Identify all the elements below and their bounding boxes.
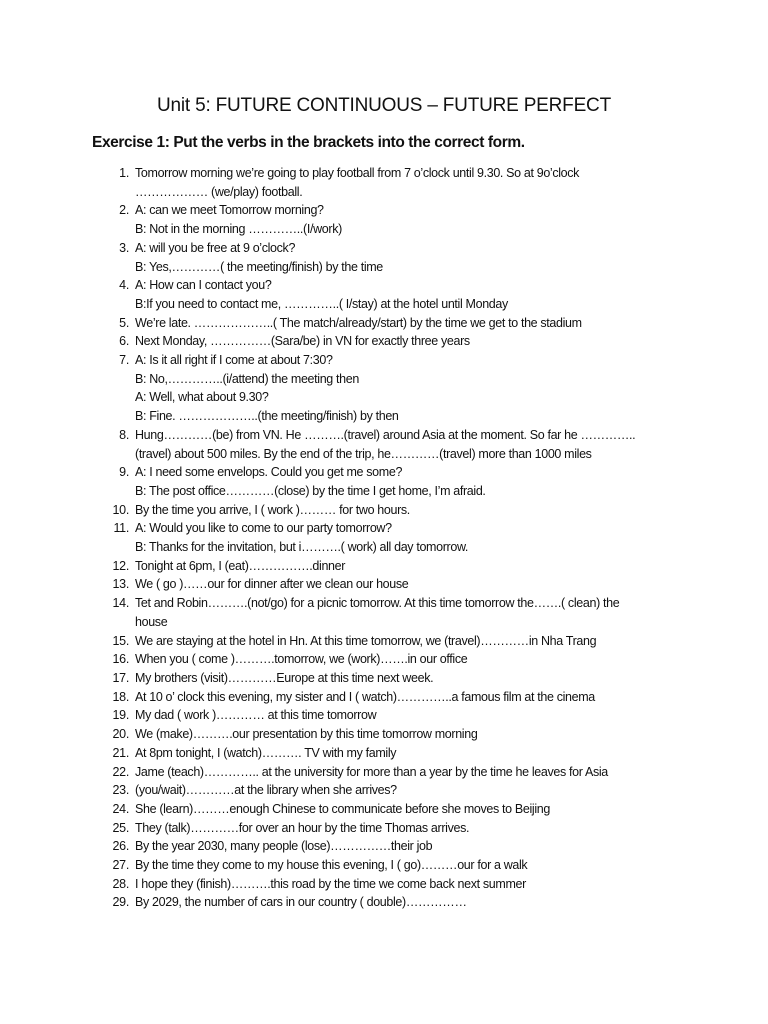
item-number: 6. <box>119 334 129 349</box>
item-text-line: Tonight at 6pm, I (eat)…………….dinner <box>135 558 346 573</box>
item-text-line: My brothers (visit)…………Europe at this time next week. <box>135 670 434 685</box>
item-number: 19. <box>112 708 129 723</box>
item-number: 23. <box>112 783 129 798</box>
item-text <box>135 893 735 912</box>
exercise-item <box>0 332 768 351</box>
item-text-line: B: Yes,…………( the meeting/finish) by the time <box>135 259 383 274</box>
exercise-item <box>0 669 768 688</box>
item-number: 11. <box>113 521 129 536</box>
item-number: 5. <box>119 315 129 330</box>
item-text-line: A: How can I contact you? <box>135 278 272 293</box>
item-text-line: Tomorrow morning we’re going to play football from 7 o’clock until 9.30. So at 9o’clock <box>135 166 580 180</box>
item-number: 2. <box>119 203 129 218</box>
exercise-item <box>0 351 768 426</box>
item-text-line: A: Is it all right if I come at about 7:30? <box>135 353 333 368</box>
item-text <box>135 575 735 594</box>
exercise-item <box>0 763 768 782</box>
item-text <box>135 519 735 556</box>
item-text-line: A: Would you like to come to our party tomorrow? <box>135 521 392 536</box>
exercise-item <box>0 706 768 725</box>
item-text-line: By 2029, the number of cars in our country ( double)…………… <box>135 895 467 910</box>
item-text-line: A: will you be free at 9 o’clock? <box>135 240 296 255</box>
exercise-item <box>0 893 768 912</box>
item-number: 24. <box>112 801 129 816</box>
exercise-item <box>0 276 768 313</box>
item-text <box>135 164 735 201</box>
exercise-item <box>0 519 768 556</box>
exercise-item <box>0 201 768 238</box>
item-number: 17. <box>112 670 129 685</box>
item-text <box>135 763 735 782</box>
item-number: 28. <box>112 876 129 891</box>
item-number: 13. <box>112 577 129 592</box>
item-text <box>135 819 735 838</box>
exercise-item <box>0 837 768 856</box>
item-text-line: B: Thanks for the invitation, but i……….( work) all day tomorrow. <box>135 540 469 555</box>
exercise-item <box>0 239 768 276</box>
item-text-line: (you/wait)…………at the library when she arrives? <box>135 783 397 798</box>
item-text <box>135 351 735 426</box>
exercise-item <box>0 744 768 763</box>
item-text-line: B: Not in the morning …………..(I/work) <box>135 222 342 237</box>
item-text <box>135 669 735 688</box>
item-text <box>135 463 735 500</box>
item-text <box>135 688 735 707</box>
exercise-item <box>0 819 768 838</box>
item-number: 12. <box>112 558 129 573</box>
item-text <box>135 650 735 669</box>
item-number: 10. <box>112 502 129 517</box>
item-text <box>135 632 735 651</box>
item-text-line: We’re late. ………………..( The match/already/start) by the time we get to the stadium <box>135 315 582 330</box>
item-number: 16. <box>112 652 129 667</box>
item-text-line: By the time they come to my house this evening, I ( go)………our for a walk <box>135 858 528 873</box>
exercise-item <box>0 856 768 875</box>
item-text-line: B:If you need to contact me, …………..( I/stay) at the hotel until Monday <box>135 296 508 311</box>
item-text-line: Tet and Robin……….(not/go) for a picnic tomorrow. At this time tomorrow the…….( clean) the <box>135 596 620 611</box>
exercise-item <box>0 725 768 744</box>
exercise-item <box>0 875 768 894</box>
item-text <box>135 332 735 351</box>
exercise-item <box>0 650 768 669</box>
item-number: 9. <box>119 465 129 480</box>
exercise-item <box>0 800 768 819</box>
item-text-line: Jame (teach)………….. at the university for more than a year by the time he leaves for Asia <box>135 764 608 779</box>
exercise-item <box>0 575 768 594</box>
item-text-line: A: can we meet Tomorrow morning? <box>135 203 324 218</box>
item-text-line: I hope they (finish)……….this road by the time we come back next summer <box>135 876 526 891</box>
item-text <box>135 201 735 238</box>
item-text-line: By the time you arrive, I ( work )……… for two hours. <box>135 502 410 517</box>
exercise-item <box>0 632 768 651</box>
item-text <box>135 239 735 276</box>
item-text-line: A: Well, what about 9.30? <box>135 390 269 405</box>
item-text-line: She (learn)………enough Chinese to communicate before she moves to Beijing <box>135 801 550 816</box>
item-text <box>135 314 735 333</box>
exercise-heading: Exercise 1: Put the verbs in the brackets into the correct form. <box>92 134 525 151</box>
exercise-list <box>0 164 768 912</box>
item-text-line: By the year 2030, many people (lose)……………their job <box>135 839 433 854</box>
item-text <box>135 744 735 763</box>
item-text-line: ……………… (we/play) football. <box>135 184 303 199</box>
item-text <box>135 856 735 875</box>
item-text <box>135 276 735 313</box>
exercise-item <box>0 426 768 463</box>
item-text <box>135 725 735 744</box>
item-number: 4. <box>119 278 129 293</box>
exercise-item <box>0 781 768 800</box>
item-text <box>135 557 735 576</box>
exercise-item <box>0 594 768 631</box>
exercise-item <box>0 314 768 333</box>
item-text <box>135 594 735 631</box>
item-text-line: B: The post office…………(close) by the time I get home, I’m afraid. <box>135 483 486 498</box>
item-text-line: We are staying at the hotel in Hn. At this time tomorrow, we (travel)…………in Nha Trang <box>135 633 597 648</box>
item-number: 29. <box>112 895 129 910</box>
page-title: Unit 5: FUTURE CONTINUOUS – FUTURE PERFECT <box>157 95 611 116</box>
item-number: 15. <box>112 633 129 648</box>
item-text-line: When you ( come )……….tomorrow, we (work)…….in our office <box>135 652 468 667</box>
item-number: 1. <box>119 166 129 180</box>
item-number: 7. <box>119 353 129 368</box>
item-number: 27. <box>112 858 129 873</box>
exercise-item <box>0 501 768 520</box>
item-text <box>135 426 735 463</box>
item-text-line: (travel) about 500 miles. By the end of the trip, he…………(travel) more than 1000 miles <box>135 446 592 461</box>
item-number: 8. <box>119 427 129 442</box>
item-text <box>135 800 735 819</box>
item-text <box>135 501 735 520</box>
item-number: 3. <box>119 240 129 255</box>
item-number: 14. <box>112 596 129 611</box>
item-text-line: Hung…………(be) from VN. He ……….(travel) around Asia at the moment. So far he ………….. <box>135 427 636 442</box>
item-text-line: We ( go )……our for dinner after we clean our house <box>135 577 409 592</box>
item-number: 21. <box>112 745 129 760</box>
exercise-item <box>0 463 768 500</box>
item-text-line: A: I need some envelops. Could you get me some? <box>135 465 403 480</box>
item-text-line: B: Fine. ………………..(the meeting/finish) by then <box>135 409 399 424</box>
item-text-line: At 10 o’ clock this evening, my sister and I ( watch)…………..a famous film at the cinema <box>135 689 595 704</box>
exercise-item <box>0 557 768 576</box>
item-text-line: My dad ( work )………… at this time tomorrow <box>135 708 377 723</box>
item-text <box>135 875 735 894</box>
item-text-line: They (talk)…………for over an hour by the time Thomas arrives. <box>135 820 470 835</box>
item-text-line: B: No,…………..(i/attend) the meeting then <box>135 371 359 386</box>
item-text-line: At 8pm tonight, I (watch)………. TV with my family <box>135 745 397 760</box>
item-text-line: Next Monday, ……………(Sara/be) in VN for exactly three years <box>135 334 470 349</box>
item-number: 20. <box>112 727 129 742</box>
exercise-item <box>0 688 768 707</box>
item-number: 25. <box>112 820 129 835</box>
item-text <box>135 706 735 725</box>
item-text-line: house <box>135 614 168 629</box>
exercise-item <box>0 164 768 201</box>
item-text <box>135 781 735 800</box>
item-number: 22. <box>112 764 129 779</box>
item-text-line: We (make)……….our presentation by this time tomorrow morning <box>135 727 478 742</box>
item-number: 26. <box>112 839 129 854</box>
item-text <box>135 837 735 856</box>
item-number: 18. <box>112 689 129 704</box>
